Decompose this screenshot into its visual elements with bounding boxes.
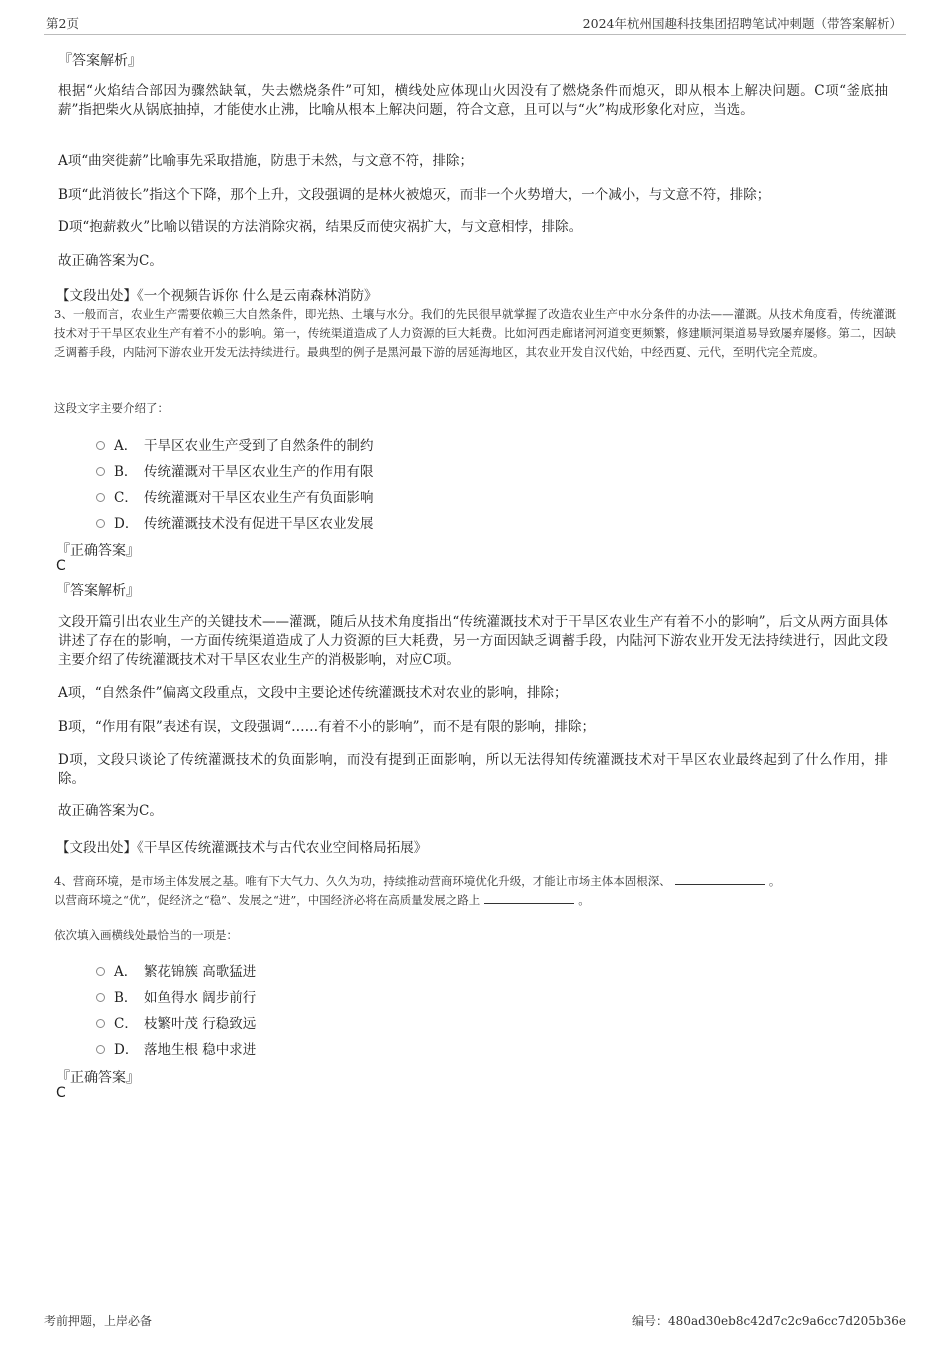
passage-source: 【文段出处】《干旱区传统灌溉技术与古代农业空间格局拓展》 xyxy=(56,840,428,856)
analysis-option-a: A项，“自然条件”偏离文段重点，文段中主要论述传统灌溉技术对农业的影响，排除； xyxy=(58,685,568,701)
question-3-stem: 3、一般而言，农业生产需要依赖三大自然条件，即光热、土壤与水分。我们的先民很早就掌握了改造农业生产中水分条件的办法——灌溉。从技术角度看，传统灌溉技术对于干旱区农业生产有着不小的影响。第一，传统渠道造成了人力资源的巨大耗费。比如河西走廊诸河河道变更频繁，修建顺河渠道易导致屡弃屡修。第二，因缺乏调蓄手段，内陆河下游农业开发无法持续进行。最典型的例子是黑河最下游的居延海地区，其农业开发自汉代始，中经西夏、元代，至明代完全荒废。 xyxy=(54,307,896,359)
radio-icon[interactable] xyxy=(96,441,105,450)
question-4-prompt: 依次填入画横线处最恰当的一项是： xyxy=(54,928,238,942)
radio-icon[interactable] xyxy=(96,1045,105,1054)
analysis-option-b: B项“此消彼长”指这个下降，那个上升，文段强调的是林火被熄灭，而非一个火势增大，一个减小，与文意不符，排除； xyxy=(58,187,771,203)
footer-slogan: 考前押题，上岸必备 xyxy=(44,1314,153,1328)
q4-option-a[interactable]: A． 繁花锦簇 高歌猛进 xyxy=(96,960,256,980)
document-code: 编号：480ad30eb8c42d7c2c9a6cc7d205b36e xyxy=(632,1314,906,1328)
fill-blank-2 xyxy=(484,891,574,904)
radio-icon[interactable] xyxy=(96,1019,105,1028)
analysis-option-a: A项“曲突徙薪”比喻事先采取措施，防患于未然，与文意不符，排除； xyxy=(58,153,474,169)
radio-icon[interactable] xyxy=(96,993,105,1002)
radio-icon[interactable] xyxy=(96,519,105,528)
q3-option-b[interactable]: B． 传统灌溉对干旱区农业生产的作用有限 xyxy=(96,460,374,480)
q3-option-a[interactable]: A． 干旱区农业生产受到了自然条件的制约 xyxy=(96,434,374,454)
analysis-option-b: B项，“作用有限”表述有误，文段强调“……有着不小的影响”，而不是有限的影响，排除； xyxy=(58,719,596,735)
correct-answer: C xyxy=(56,558,66,574)
q4-option-c[interactable]: C． 枝繁叶茂 行稳致远 xyxy=(96,1012,256,1032)
radio-icon[interactable] xyxy=(96,493,105,502)
q3-option-c[interactable]: C． 传统灌溉对干旱区农业生产有负面影响 xyxy=(96,486,374,506)
analysis-paragraph: 根据“火焰结合部因为骤然缺氧，失去燃烧条件”可知，横线处应体现山火因没有了燃烧条件而熄灭，即从根本上解决问题。C项“釜底抽薪”指把柴火从锅底抽掉，才能使水止沸，比喻从根本上解决问题，符合文意，且可以与“火”构成形象化对应，当选。 xyxy=(58,83,888,118)
document-title: 2024年杭州国趣科技集团招聘笔试冲刺题（带答案解析） xyxy=(582,16,902,31)
analysis-conclusion: 故正确答案为C。 xyxy=(58,803,163,819)
q4-option-b[interactable]: B． 如鱼得水 阔步前行 xyxy=(96,986,256,1006)
correct-answer-label: 『正确答案』 xyxy=(56,1070,140,1086)
page-number: 第2页 xyxy=(46,16,79,31)
correct-answer: C xyxy=(56,1085,66,1101)
radio-icon[interactable] xyxy=(96,967,105,976)
page-header xyxy=(44,14,906,35)
analysis-option-d: D项，文段只谈论了传统灌溉技术的负面影响，而没有提到正面影响，所以无法得知传统灌溉技术对干旱区农业最终起到了什么作用，排除。 xyxy=(58,752,888,787)
q4-option-d[interactable]: D． 落地生根 稳中求进 xyxy=(96,1038,256,1058)
fill-blank-1 xyxy=(675,872,765,885)
passage-source: 【文段出处】《一个视频告诉你 什么是云南森林消防》 xyxy=(56,288,378,304)
radio-icon[interactable] xyxy=(96,467,105,476)
question-4-stem: 4、营商环境，是市场主体发展之基。唯有下大气力、久久为功，持续推动营商环境优化升级，才能让市场主体本固根深、 。 以营商环境之“优”，促经济之“稳”、发展之“进”，中国经济必将在高质量发展之路上 。 xyxy=(54,874,781,907)
analysis-conclusion: 故正确答案为C。 xyxy=(58,253,163,269)
analysis-option-d: D项“抱薪救火”比喻以错误的方法消除灾祸，结果反而使灾祸扩大，与文意相悖，排除。 xyxy=(58,219,583,235)
analysis-label: 『答案解析』 xyxy=(58,53,142,69)
analysis-paragraph: 文段开篇引出农业生产的关键技术——灌溉，随后从技术角度指出“传统灌溉技术对于干旱区农业生产有着不小的影响”，后文从两方面具体讲述了存在的影响，一方面传统渠道造成了人力资源的巨大耗费，另一方面因缺乏调蓄手段，内陆河下游农业开发无法持续进行，因此文段主要介绍了传统灌溉技术对干旱区农业生产的消极影响，对应C项。 xyxy=(58,614,888,668)
question-3-prompt: 这段文字主要介绍了： xyxy=(54,401,169,415)
analysis-label: 『答案解析』 xyxy=(56,583,140,599)
q3-option-d[interactable]: D． 传统灌溉技术没有促进干旱区农业发展 xyxy=(96,512,374,532)
correct-answer-label: 『正确答案』 xyxy=(56,543,140,559)
